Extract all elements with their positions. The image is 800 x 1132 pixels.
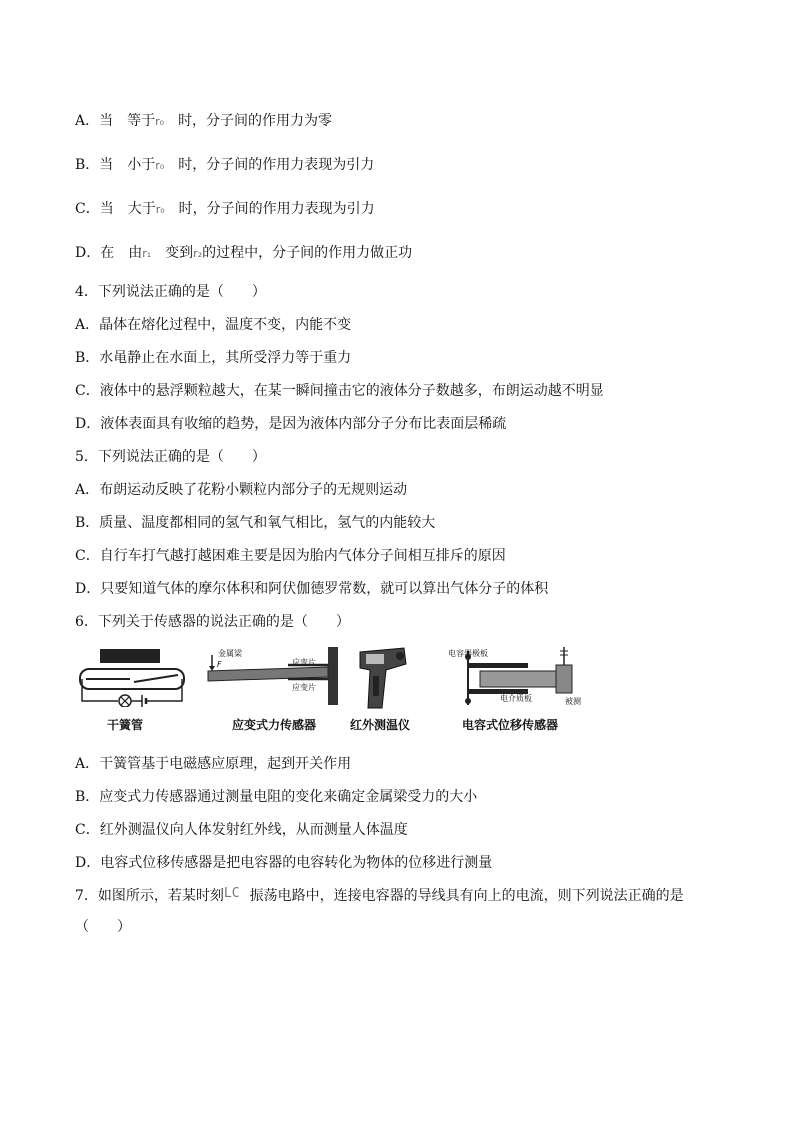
option-text: 大于 xyxy=(127,201,156,217)
q4-stem: 4．下列说法正确的是（ ） xyxy=(75,284,266,300)
option-text: 时，分子间的作用力表现为引力 xyxy=(178,201,375,217)
q7-answer-paren: （ ） xyxy=(75,919,131,935)
ir-thermometer-caption: 红外测温仪 xyxy=(350,718,411,732)
gauge-bottom-label: 应变片 xyxy=(292,683,316,692)
formula-symbol: r₂ xyxy=(193,247,203,260)
object-label: 被测 xyxy=(565,697,581,706)
formula-symbol: r₀ xyxy=(155,115,165,128)
formula-symbol: r₀ xyxy=(155,159,165,172)
lc-symbol: LC xyxy=(223,886,240,901)
beam-label: 金属梁 xyxy=(218,649,242,658)
strain-gauge-caption: 应变式力传感器 xyxy=(232,718,317,732)
dielectric-label: 电介质板 xyxy=(500,694,532,703)
ir-thermometer-figure xyxy=(356,646,410,712)
q5-option-c: C．自行车打气越打越困难主要是因为胎内气体分子间相互排斥的原因 xyxy=(75,548,506,564)
option-text: 时，分子间的作用力为零 xyxy=(178,113,333,129)
force-label: F xyxy=(217,660,222,669)
q3-option-c xyxy=(75,200,375,219)
capacitor-plate-label: 电容器极板 xyxy=(448,649,488,658)
q6-option-b: B．应变式力传感器通过测量电阻的变化来确定金属梁受力的大小 xyxy=(75,789,478,805)
q4-option-d: D．液体表面具有收缩的趋势，是因为液体内部分子分布比表面层稀疏 xyxy=(75,416,507,432)
formula-symbol: r₀ xyxy=(155,203,165,216)
stem-text: 7．如图所示，若某时刻 xyxy=(75,888,224,904)
q6-option-a: A．干簧管基于电磁感应原理，起到开关作用 xyxy=(75,756,352,772)
option-lead: D．在 xyxy=(75,245,115,261)
gauge-top-label: 应变片 xyxy=(292,658,316,667)
stem-text: 振荡电路中，连接电容器的导线具有向上的电流，则下列说法正确的是 xyxy=(249,888,684,904)
q4-option-a: A．晶体在熔化过程中，温度不变，内能不变 xyxy=(75,317,352,333)
q6-option-d: D．电容式位移传感器是把电容器的电容转化为物体的位移进行测量 xyxy=(75,855,493,871)
capacitive-sensor-caption: 电容式位移传感器 xyxy=(462,718,559,732)
option-lead: B．当 xyxy=(75,157,114,173)
option-text: 变到 xyxy=(165,245,194,261)
reed-switch-caption: 干簧管 xyxy=(107,718,144,732)
q7-stem xyxy=(75,887,684,906)
q4-option-c: C．液体中的悬浮颗粒越大，在某一瞬间撞击它的液体分子数越多，布朗运动越不明显 xyxy=(75,383,604,399)
reed-switch-figure xyxy=(78,645,188,707)
option-text: 小于 xyxy=(127,157,156,173)
q6-option-c: C．红外测温仪向人体发射红外线，从而测量人体温度 xyxy=(75,822,408,838)
q4-option-b: B．水黾静止在水面上，其所受浮力等于重力 xyxy=(75,350,352,366)
q3-option-b xyxy=(75,156,374,175)
option-text: 的过程中，分子间的作用力做正功 xyxy=(202,245,413,261)
q5-option-b: B．质量、温度都相同的氢气和氧气相比，氢气的内能较大 xyxy=(75,515,436,531)
formula-symbol: r₁ xyxy=(142,247,152,260)
q3-option-a xyxy=(75,112,332,131)
option-lead: A．当 xyxy=(75,113,114,129)
q3-option-d xyxy=(75,244,412,263)
option-text: 由 xyxy=(128,245,143,261)
q5-option-a: A．布朗运动反映了花粉小颗粒内部分子的无规则运动 xyxy=(75,482,408,498)
q6-stem: 6．下列关于传感器的说法正确的是（ ） xyxy=(75,614,350,630)
option-lead: C．当 xyxy=(75,201,114,217)
q5-stem: 5．下列说法正确的是（ ） xyxy=(75,449,266,465)
q5-option-d: D．只要知道气体的摩尔体积和阿伏伽德罗常数，就可以算出气体分子的体积 xyxy=(75,581,549,597)
option-text: 等于 xyxy=(127,113,156,129)
option-text: 时，分子间的作用力表现为引力 xyxy=(178,157,375,173)
